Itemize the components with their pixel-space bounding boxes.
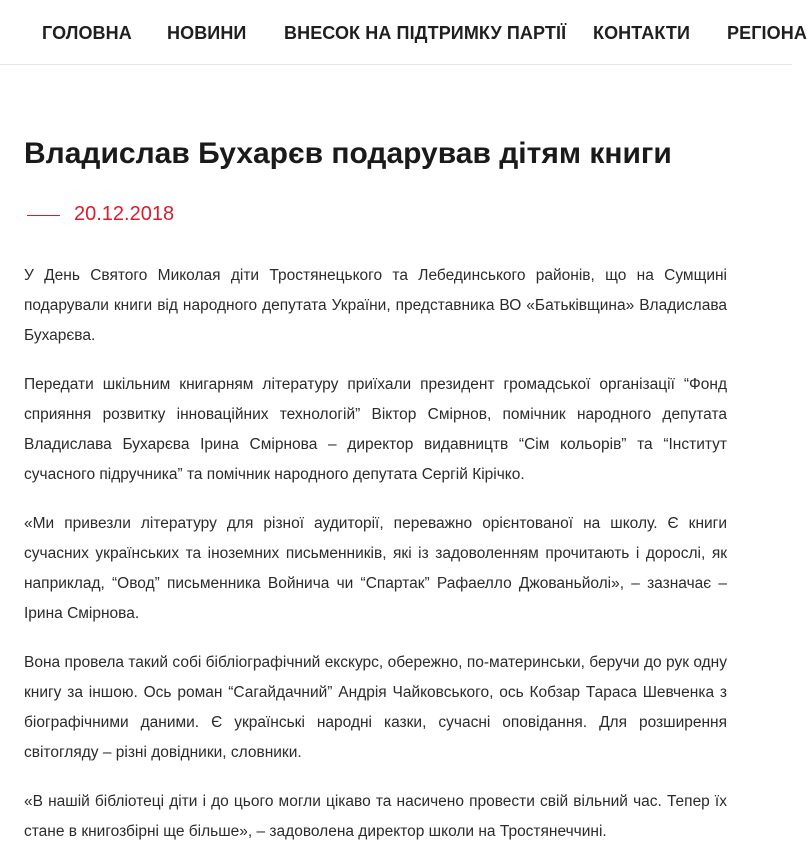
article-paragraph: Передати шкільним книгарням літературу приїхали президент громадської організації “Фонд сприяння розвитку інноваційних технологій” Віктор Смірнов, помічник народного депутата Владислава Бухарєва Ірина Смірнова – директор видавництв “Сім кольорів” та “Інститут сучасного підручника” та помічник народного депутата Сергій Кірічко. [24, 376, 727, 483]
nav-item-news[interactable]: НОВИНИ [167, 23, 247, 43]
article-body [24, 261, 727, 866]
nav-item-contacts[interactable]: КОНТАКТИ [593, 23, 691, 43]
article-paragraph: «Ми привезли літературу для різної аудиторії, переважно орієнтованої на школу. Є книги сучасних українських та іноземних письменників, які із задоволенням прочитають і дорослі, як наприклад, “Овод” письменника Войнича чи “Спартак” Рафаелло Джованьйолі», – зазначає – Ірина Смірнова. [24, 515, 727, 622]
article-date: 20.12.2018 [74, 203, 175, 225]
main-navigation [0, 0, 807, 65]
article-paragraph: Вона провела такий собі бібліографічний екскурс, обережно, по-материнськи, беручи до рук одну книгу за іншою. Ось роман “Сагайдачний” Андрія Чайковського, ось Кобзар Тараса Шевченка з біографічними даними. Є українські народні казки, сучасні оповідання. Для розширення світогляду – різні довідники, словники. [24, 654, 727, 761]
nav-item-donate[interactable]: ВНЕСОК НА ПІДТРИМКУ ПАРТІЇ [284, 23, 567, 43]
date-divider [27, 215, 60, 216]
article-paragraph: «В нашій бібліотеці діти і до цього могли цікаво та насичено провести свій вільний час. Тепер їх стане в книгозбірні ще більше», – задоволена директор школи на Тростянеччині. [24, 793, 727, 840]
nav-item-regions[interactable]: РЕГІОНА [727, 23, 807, 43]
article-title: Владислав Бухарєв подарував дітям книги [24, 137, 672, 170]
article-paragraph: У День Святого Миколая діти Тростянецького та Лебединського районів, що на Сумщині подарували книги від народного депутата України, представника ВО «Батьківщина» Владислава Бухарєва. [24, 267, 727, 344]
nav-item-home[interactable]: ГОЛОВНА [42, 23, 132, 43]
